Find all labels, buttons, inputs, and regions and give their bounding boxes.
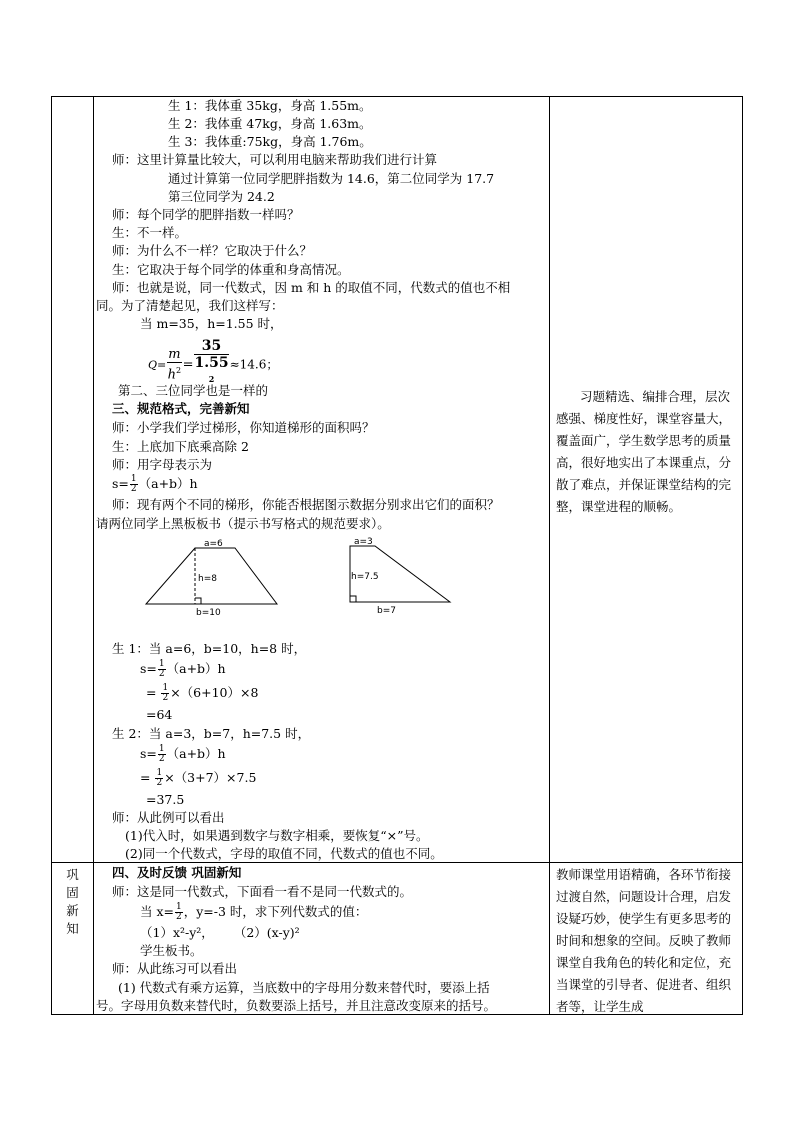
text-line: 师：现有两个不同的梯形，你能否根据图示数据分别求出它们的面积？	[112, 497, 500, 512]
text-line: 师：也就是说，同一代数式，因 m 和 h 的取值不同，代数式的值也不相	[112, 280, 511, 295]
text-line: 请两位同学上黑板板书（提示书写格式的规范要求）。	[96, 516, 390, 531]
label-h: h=8	[198, 574, 217, 584]
text-line: 号。字母用负数来替代时，负数要添上括号，并且注意改变原来的括号。	[96, 998, 497, 1013]
text-line: 师：为什么不一样？它取决于什么？	[112, 243, 313, 258]
exercise-line: （1）x²-y²， （2）(x-y)²	[140, 925, 300, 940]
trapezoid-figure-1	[140, 538, 290, 618]
text-line: 生：它取决于每个同学的体重和身高情况。	[112, 262, 350, 277]
text-line: 师：从此练习可以看出	[112, 961, 238, 976]
teaching-note-2: 教师课堂用语精确，各环节衔接过渡自然，问题设计合理，启发设疑巧妙，使学生有更多思考的时间和想象的空间。反映了教师课堂自我角色的转化和定位，充当课堂的引导者、促进者、组织者等，让学生成	[556, 867, 732, 1014]
text-line: (1)代入时，如果遇到数字与数字相乘，要恢复“×”号。	[125, 828, 429, 843]
right-angle-mark	[350, 596, 356, 602]
text-line: 师：这是同一代数式，下面看一看不是同一代数式的。	[112, 884, 413, 899]
text-line: 生：上底加下底乘高除 2	[112, 439, 249, 454]
calc2-step2: = $\frac{1}{2}$ ×（3+7）×7.5	[140, 768, 257, 788]
text-line: 师：小学我们学过梯形，你知道梯形的面积吗？	[112, 420, 375, 435]
text-line: 生 1：我体重 35kg，身高 1.55m。	[168, 98, 372, 113]
label-b: b=7	[377, 606, 396, 616]
text-line: 生 2：当 a=3，b=7，h=7.5 时，	[112, 726, 311, 741]
label-a: a=3	[354, 537, 373, 547]
text-line: 生 3：我体重:75kg，身高 1.76m。	[168, 134, 372, 149]
label-h: h=7.5	[351, 572, 379, 582]
formula-q: Q= $\frac{m}{h^2}$ = 35 1.55 $^2$ ≈14.6；	[148, 338, 279, 384]
right-angle-mark	[195, 598, 201, 604]
teaching-note-1: 习题精选、编排合理，层次感强、梯度性好，课堂容量大，覆盖面广，学生数学思考的质量高，很好地实出了本课重点，分散了难点，并保证课堂结构的完整，课堂进程的顺畅。	[556, 389, 732, 514]
text-line: (2)同一个代数式，字母的取值不同，代数式的值也不同。	[125, 846, 443, 861]
trapezoid-figure-2	[345, 536, 460, 616]
section-heading: 四、及时反馈 巩固新知	[112, 865, 242, 880]
section-heading: 三、规范格式，完善新知	[112, 401, 250, 416]
text-line: 当 m=35，h=1.55 时，	[140, 316, 283, 331]
text-line: 师：每个同学的肥胖指数一样吗？	[112, 207, 300, 222]
text-line: 第三位同学为 24.2	[168, 189, 275, 204]
calc1-step2: = $\frac{1}{2}$ ×（6+10）×8	[146, 683, 259, 703]
text-line: 师：这里计算量比较大，可以利用电脑来帮助我们进行计算	[112, 152, 438, 167]
formula-s: s= $\frac{1}{2}$ （a+b）h	[112, 474, 198, 494]
section-label-consolidate: 巩 固 新 知	[66, 867, 79, 936]
text-line: 学生板书。	[140, 943, 203, 958]
text-line: 师：从此例可以看出	[112, 810, 225, 825]
when-line: 当 x= $\frac{1}{2}$ ，y=-3 时，求下列代数式的值：	[140, 902, 368, 922]
label-b: b=10	[196, 608, 221, 618]
calc2-result: =37.5	[146, 792, 185, 807]
calc1-step1: s= $\frac{1}{2}$ （a+b）h	[140, 659, 226, 679]
text-line: (1) 代数式有乘方运算，当底数中的字母用分数来替代时，要添上括	[118, 980, 490, 995]
text-line: 生 1：当 a=6，b=10，h=8 时，	[112, 641, 307, 656]
text-line: 生 2：我体重 47kg，身高 1.63m。	[168, 116, 372, 131]
calc2-step1: s= $\frac{1}{2}$ （a+b）h	[140, 744, 226, 764]
calc1-result: =64	[146, 707, 173, 722]
text-line: 通过计算第一位同学肥胖指数为 14.6，第二位同学为 17.7	[168, 171, 495, 186]
text-line: 同。为了清楚起见，我们这样写：	[96, 298, 284, 313]
text-line: 师：用字母表示为	[112, 457, 213, 472]
text-line: 第二、三位同学也是一样的	[118, 383, 269, 398]
label-a: a=6	[204, 539, 223, 549]
text-line: 生：不一样。	[112, 225, 188, 240]
